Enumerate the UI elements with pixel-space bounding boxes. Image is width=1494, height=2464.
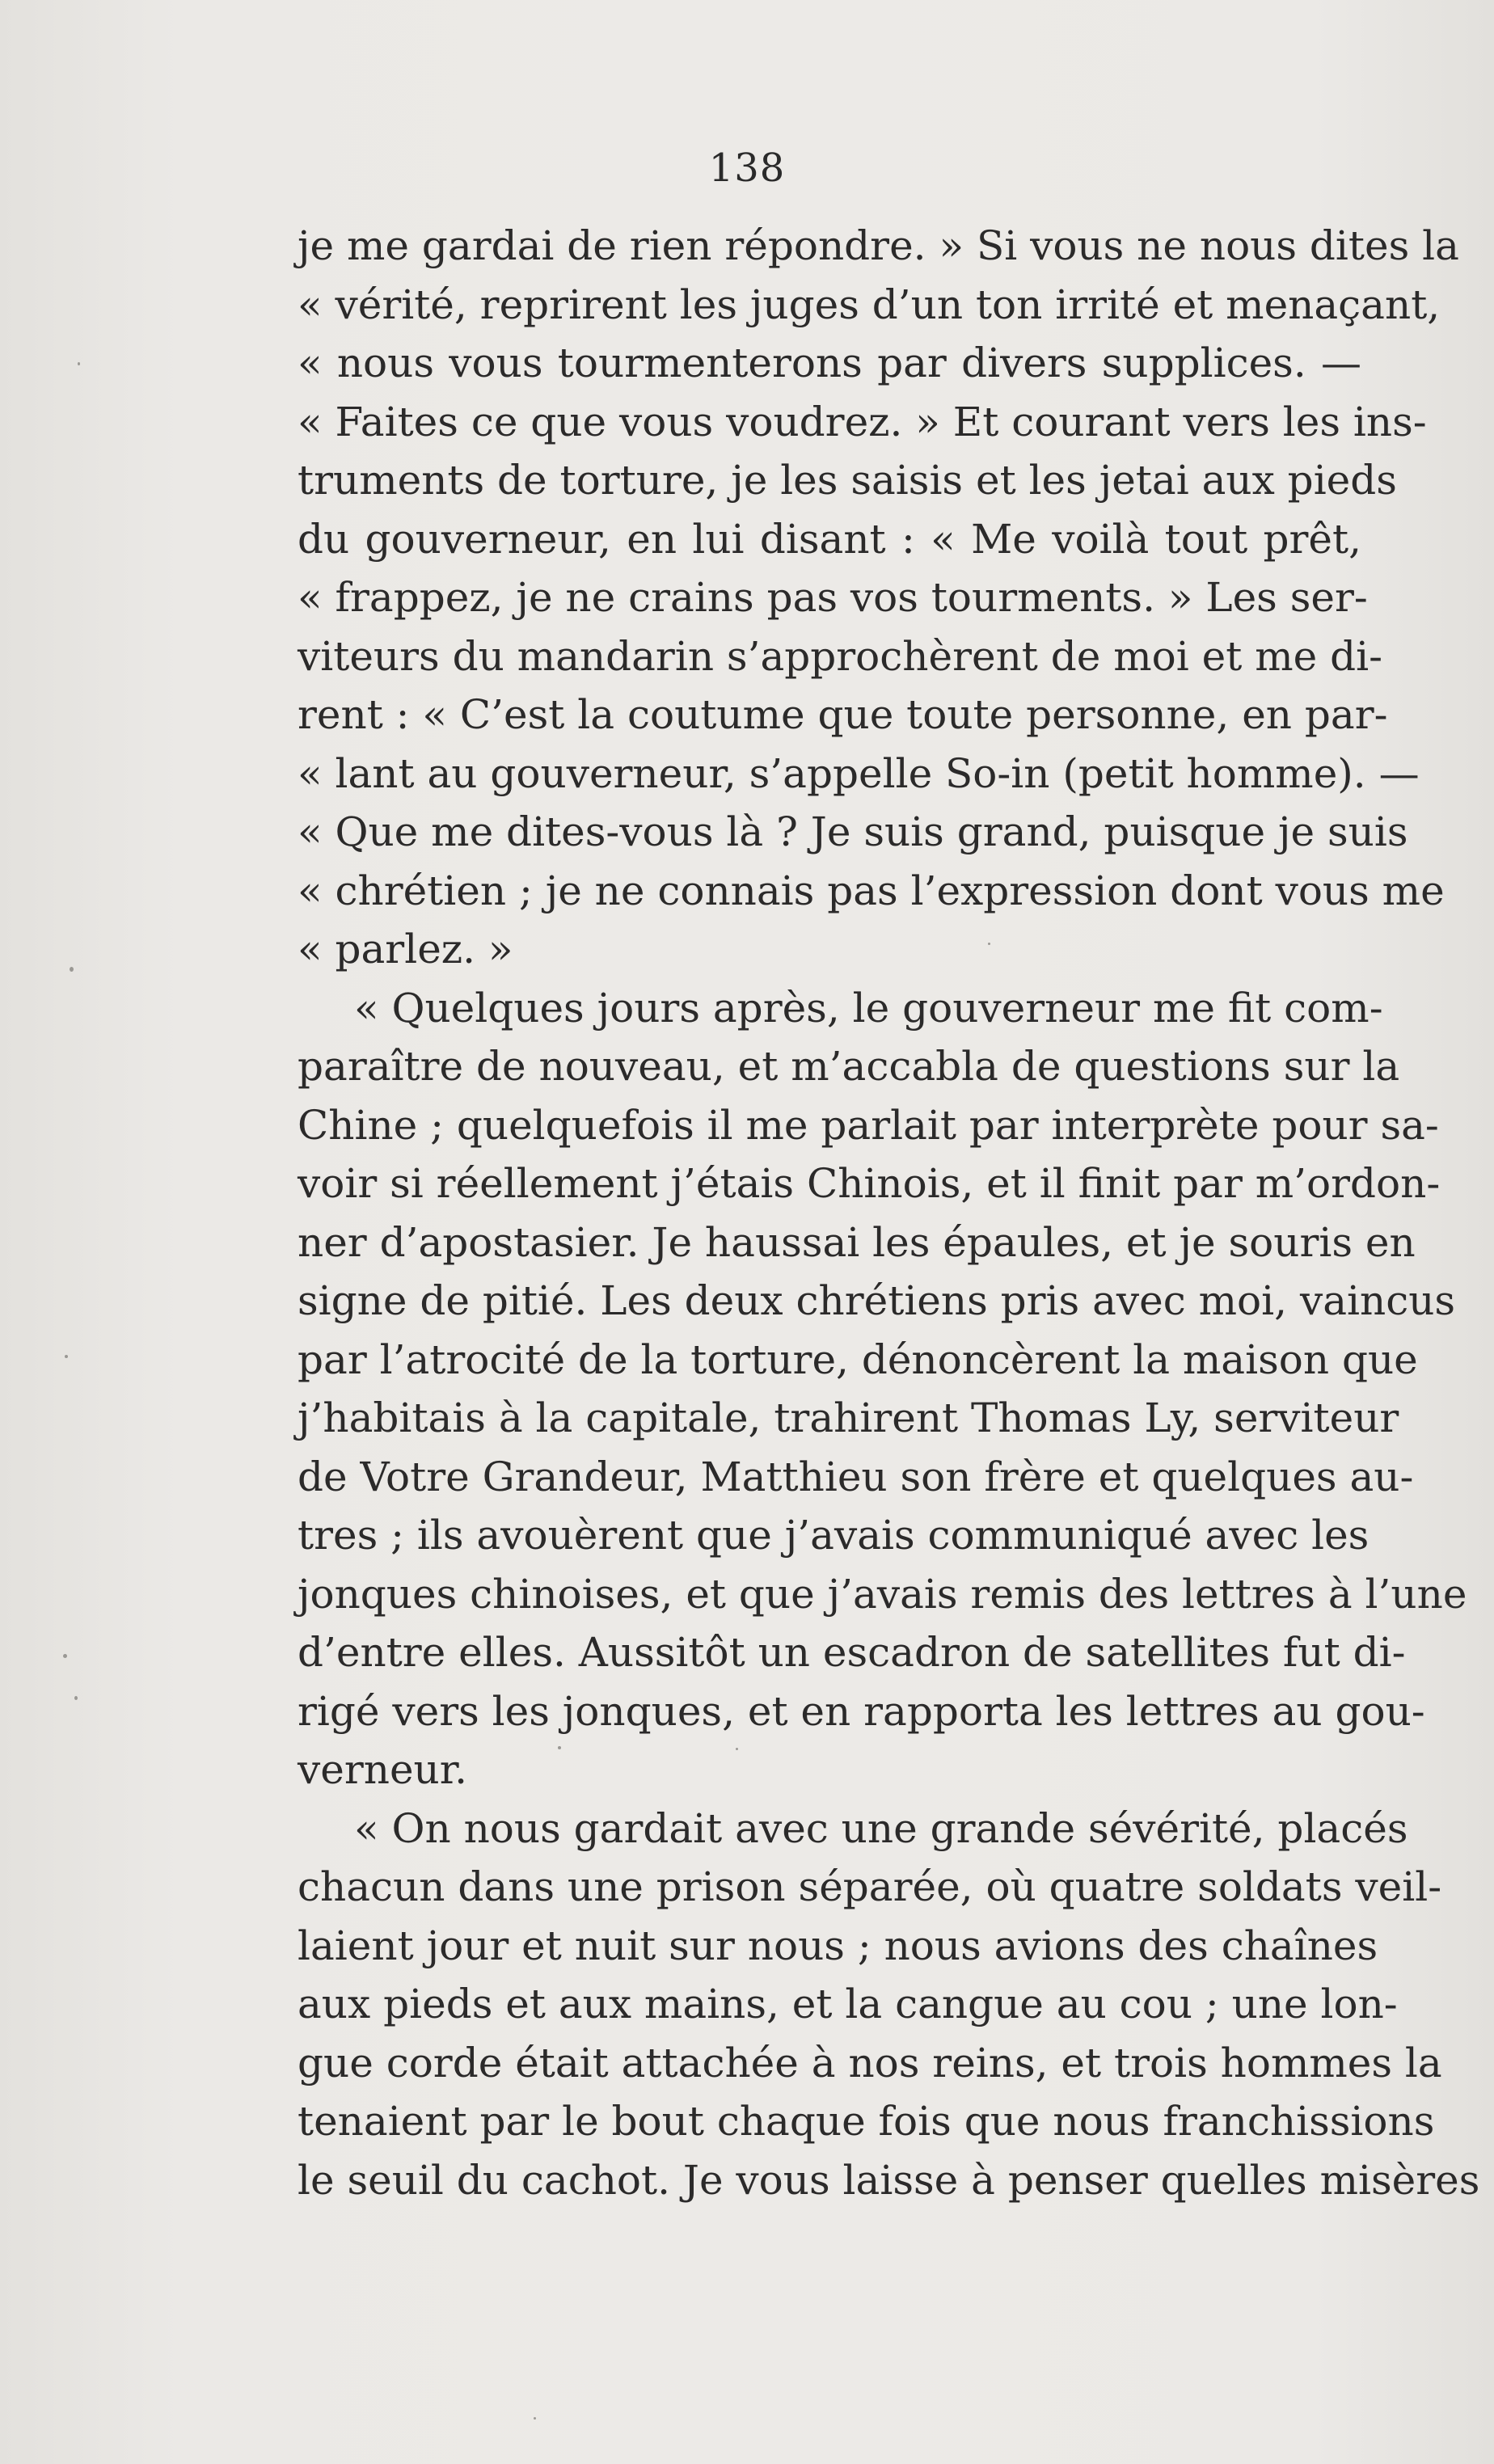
- text-line: le seuil du cachot. Je vous laisse à penser quelles misères: [298, 2156, 1480, 2204]
- text-line: « nous vous tourmenterons par divers supplices. —: [298, 340, 1361, 386]
- text-line: rent : « C’est la coutume que toute personne, en par-: [298, 691, 1388, 738]
- paper-speck: [78, 362, 80, 365]
- text-line: je me gardai de rien répondre. » Si vous ne nous dites la: [298, 222, 1459, 269]
- paper-speck: [988, 943, 990, 945]
- text-line: jonques chinoises, et que j’avais remis des lettres à l’une: [298, 1570, 1467, 1618]
- paper-speck: [63, 1654, 67, 1658]
- text-line: par l’atrocité de la torture, dénoncèrent la maison que: [298, 1335, 1418, 1383]
- paper-speck: [558, 1746, 561, 1749]
- text-line: tenaient par le bout chaque fois que nous franchissions: [298, 2098, 1435, 2145]
- text-line: signe de pitié. Les deux chrétiens pris avec moi, vaincus: [298, 1277, 1456, 1324]
- body-text: [298, 217, 1480, 2209]
- text-line: « frappez, je ne crains pas vos tourments. » Les ser-: [298, 574, 1368, 621]
- text-line: « On nous gardait avec une grande sévérité, placés: [354, 1804, 1408, 1852]
- text-line: rigé vers les jonques, et en rapporta les lettres au gou-: [298, 1687, 1425, 1735]
- paper-speck: [534, 2417, 536, 2420]
- paper-speck: [736, 1748, 738, 1750]
- text-line: « chrétien ; je ne connais pas l’expression dont vous me: [298, 867, 1445, 914]
- text-line: truments de torture, je les saisis et les jetai aux pieds: [298, 457, 1397, 504]
- text-line: du gouverneur, en lui disant : « Me voilà tout prêt,: [298, 515, 1361, 563]
- text-line: viteurs du mandarin s’approchèrent de moi et me di-: [298, 632, 1383, 680]
- text-line: « Quelques jours après, le gouverneur me fit com-: [354, 984, 1383, 1032]
- text-line: « Que me dites-vous là ? Je suis grand, puisque je suis: [298, 808, 1408, 855]
- page-number: 138: [708, 146, 786, 191]
- text-line: Chine ; quelquefois il me parlait par interprète pour sa-: [298, 1101, 1439, 1149]
- text-line: « vérité, reprirent les juges d’un ton irrité et menaçant,: [298, 281, 1441, 328]
- text-line: de Votre Grandeur, Matthieu son frère et quelques au-: [298, 1453, 1414, 1500]
- text-line: tres ; ils avouèrent que j’avais communiqué avec les: [298, 1512, 1370, 1559]
- text-line: ner d’apostasier. Je haussai les épaules, et je souris en: [298, 1218, 1416, 1266]
- text-line: « parlez. »: [298, 926, 513, 973]
- text-line: « lant au gouverneur, s’appelle So-in (petit homme). —: [298, 749, 1420, 797]
- text-line: laient jour et nuit sur nous ; nous avions des chaînes: [298, 1922, 1378, 1969]
- text-line: d’entre elles. Aussitôt un escadron de satellites fut di-: [298, 1629, 1406, 1676]
- paper-speck: [70, 967, 74, 972]
- text-line: verneur.: [298, 1746, 468, 1793]
- text-line: gue corde était attachée à nos reins, et trois hommes la: [298, 2039, 1442, 2086]
- text-line: paraître de nouveau, et m’accabla de questions sur la: [298, 1043, 1400, 1090]
- paper-speck: [74, 1696, 78, 1700]
- text-line: chacun dans une prison séparée, où quatre soldats veil-: [298, 1863, 1442, 1910]
- text-line: « Faites ce que vous voudrez. » Et courant vers les ins-: [298, 398, 1427, 445]
- text-line: j’habitais à la capitale, trahirent Thomas Ly, serviteur: [298, 1394, 1399, 1441]
- text-line: aux pieds et aux mains, et la cangue au cou ; une lon-: [298, 1981, 1398, 2027]
- text-line: voir si réellement j’étais Chinois, et il finit par m’ordon-: [298, 1160, 1441, 1207]
- paper-speck: [65, 1355, 68, 1358]
